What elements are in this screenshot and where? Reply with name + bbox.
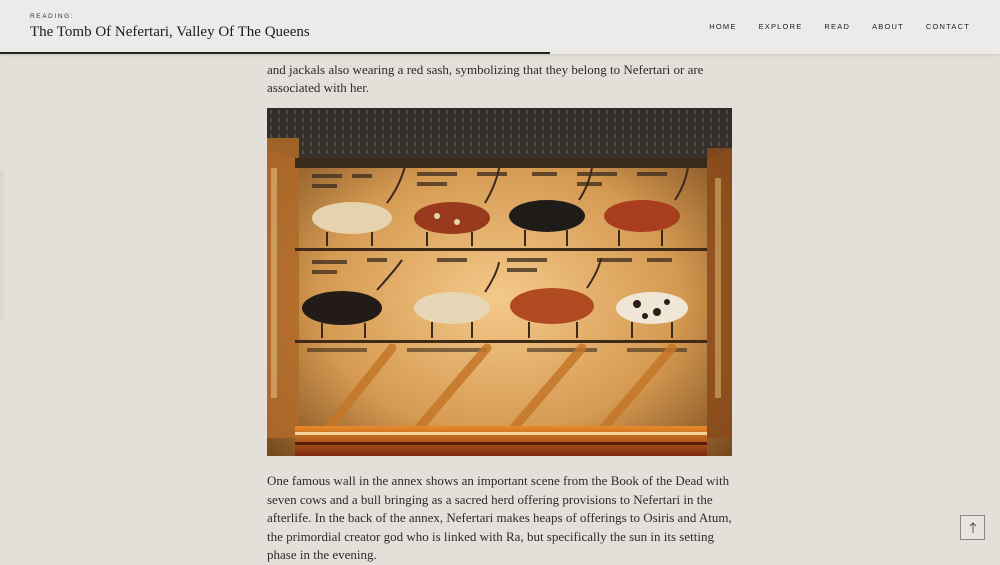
reading-progress-bar [0,52,550,54]
left-edge-shade [0,170,6,320]
tomb-wall-photo [267,108,732,456]
nav-item-read[interactable]: READ [824,22,851,31]
paragraph-line: and jackals also wearing a red sash, symbolizing that they belong to Nefertari or are [267,61,704,77]
scroll-to-top-button[interactable] [960,515,985,540]
main-nav [709,22,970,31]
reading-label: READING: [30,13,75,20]
nav-item-explore[interactable]: EXPLORE [758,22,803,31]
reading-header [0,0,1000,54]
paragraph-line: associated with her. [267,80,370,95]
nav-item-contact[interactable]: CONTACT [925,22,970,31]
nav-item-about[interactable]: ABOUT [872,22,904,31]
nav-item-home[interactable]: HOME [709,22,737,31]
page-title: The Tomb Of Nefertari, Valley Of The Queens [30,24,310,40]
arrow-up-icon [968,522,978,534]
article-paragraph-bottom: One famous wall in the annex shows an important scene from the Book of the Dead with seven cows and a bull bringing as a sacred herd offering provisions to Nefertari in the afterlife. In the back of the annex, Nefertari makes heaps of offerings to Osiris and Atum, the primordial creator god who is linked with Ra, but specifically the sun in its setting phase in the evening. [267,473,732,562]
